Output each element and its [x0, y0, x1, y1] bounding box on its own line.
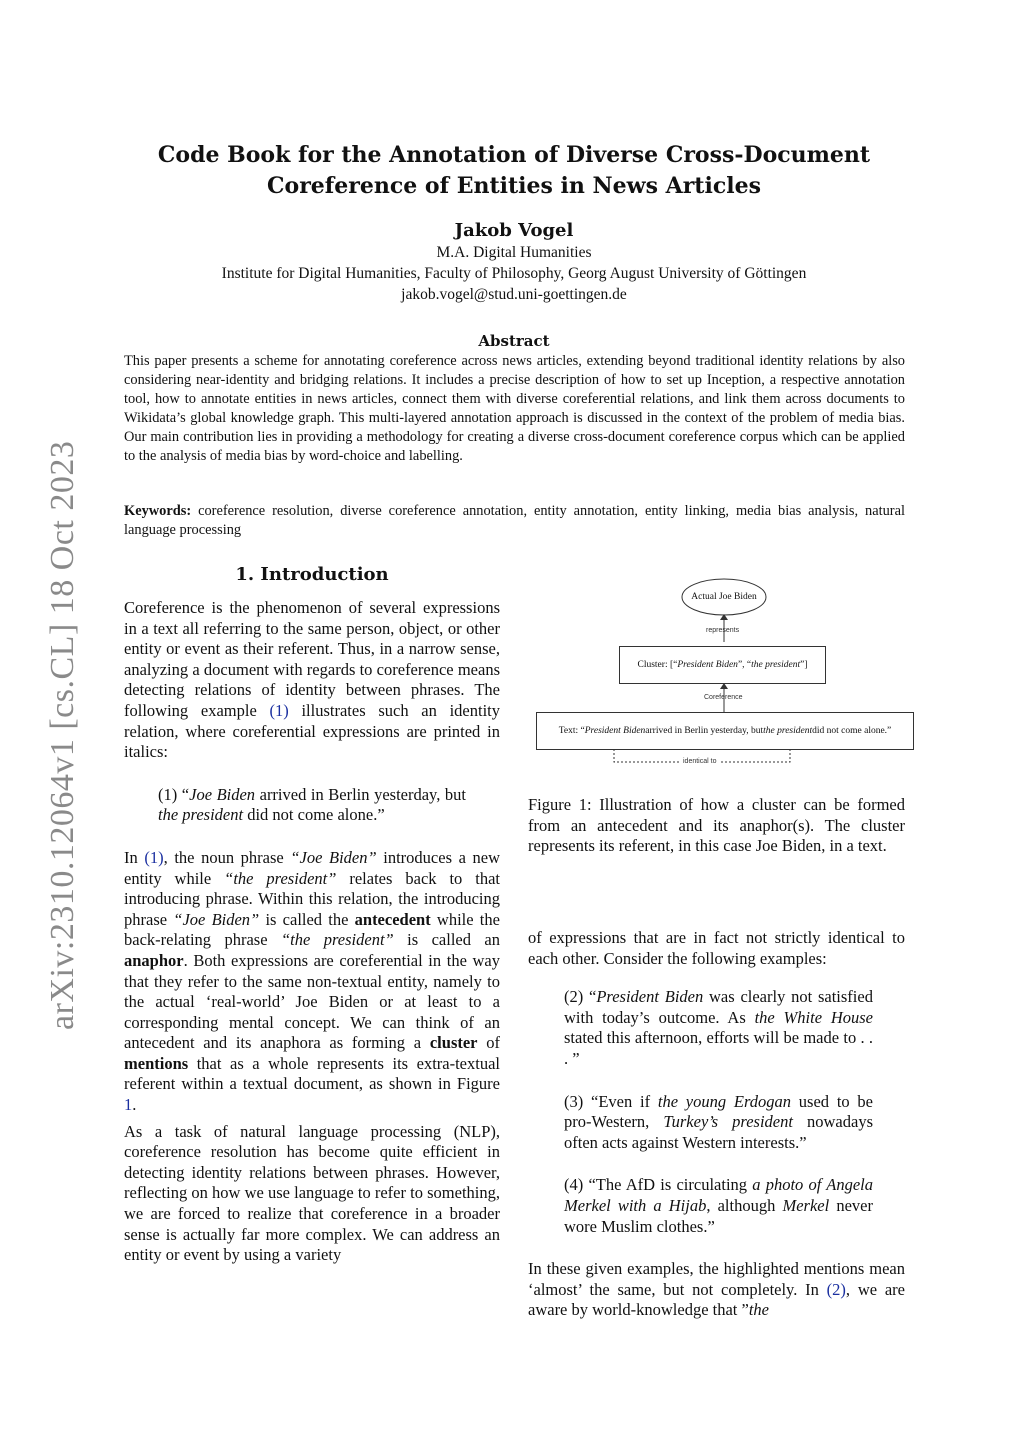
author-institution: Institute for Digital Humanities, Faculty of Philosophy, Georg August University of Göttingen [221, 265, 807, 282]
author-email[interactable]: jakob.vogel@stud.uni-goettingen.de [401, 286, 627, 303]
figure-1-diagram [528, 570, 916, 770]
author-degree: M.A. Digital Humanities [436, 244, 592, 261]
example-2-ref[interactable]: (2) [826, 1279, 846, 1299]
example-1: (1) “Joe Biden arrived in Berlin yesterday, but the president did not come alone.” [158, 784, 466, 825]
abstract-heading: Abstract [478, 332, 550, 350]
left-column [124, 598, 500, 1266]
keywords-label: Keywords: [124, 503, 192, 519]
title-line-2: Coreference of Entities in News Articles [267, 173, 761, 199]
example-4: (4) “The AfD is circulating a photo of Angela Merkel with a Hijab, although Merkel never wore Muslim clothes.” [564, 1175, 873, 1236]
author-name: Jakob Vogel [454, 220, 574, 241]
section-heading-introduction: 1. Introduction [235, 564, 389, 585]
example-3: (3) “Even if the young Erdogan used to be pro-Western, Turkey’s president nowadays often acts against Western interests.” [564, 1091, 874, 1152]
example-2: (2) “President Biden was clearly not satisfied with today’s outcome. As the White House stated this afternoon, efforts will be made to . . . ” [564, 987, 873, 1068]
intro-paragraph-1: Coreference is the phenomenon of several expressions in a text all referring to the same person, object, or other entity or event as their referent. Thus, in a narrow sense, analyzing a document with regards to coreference means detecting relations of identity between phrases. The following example (1) illustrates such an identity relation, where coreferential expressions are printed in italics: [124, 598, 501, 762]
intro-paragraph-2: In (1), the noun phrase “Joe Biden” introduces a new entity while “the president” relates back to that introducing phrase. Within this relation, the introducing phrase “Joe Biden” is called the antecedent while the back-relating phrase “the president” is called an anaphor. Both expressions are coreferential in the way that they refer to the same non-textual entity, namely to the actual ‘real-world’ Joe Biden or at least to a corresponding mental concept. We can think of an antecedent and its anaphora as forming a cluster of mentions that as a whole represents its extra-textual referent within a textual document, as shown in Figure 1. [124, 847, 501, 1115]
text-box: Text: “ President Biden arrived in Berlin yesterday, but the president did not come alone.” [536, 712, 914, 750]
arxiv-identifier: arXiv:2310.12064v1 [cs.CL] 18 Oct 2023 [44, 440, 81, 1030]
title-line-1: Code Book for the Annotation of Diverse Cross-Document [157, 142, 871, 168]
figure-1-ref[interactable]: 1 [124, 1095, 133, 1115]
right-column [528, 928, 905, 1321]
paper-title [110, 140, 918, 202]
represents-label: represents [706, 627, 740, 634]
right-paragraph-2: In these given examples, the highlighted mentions mean ‘almost’ the same, but not completely. In (2), we are aware by world-knowledge that ”the [528, 1259, 905, 1320]
referent-label: Actual Joe Biden [691, 592, 757, 602]
identical-to-label: identical to [680, 758, 719, 765]
cluster-box: Cluster: [“ President Biden ”, “ the president ”] [619, 646, 826, 684]
keywords-text: coreference resolution, diverse coreference annotation, entity annotation, entity linking, media bias analysis, natural language processing [124, 503, 905, 538]
intro-paragraph-3: As a task of natural language processing (NLP), coreference resolution has become quite efficient in detecting identity relations between phrases. However, reflecting on how we use language to refer to something, we are forced to realize that coreference in a broader sense is actually far more complex. We can address an entity or event by using a variety [124, 1121, 500, 1265]
figure-caption: Figure 1: Illustration of how a cluster can be formed from an antecedent and its anaphor(s). The cluster represents its referent, in this case Joe Biden, in a text. [528, 795, 905, 856]
coreference-label: Coreference [704, 694, 743, 701]
example-1-ref[interactable]: (1) [269, 700, 289, 720]
abstract-text: This paper presents a scheme for annotating coreference across news articles, extending beyond traditional identity relations by also considering near-identity and bridging relations. It includes a precise description of how to set up Inception, a respective annotation tool, how to annotate entities in news articles, connect them with diverse coreferential relations, and link them across documents to Wikidata’s global knowledge graph. This multi-layered annotation approach is discussed in the context of the problem of media bias. Our main contribution lies in providing a methodology for creating a diverse cross-document coreference corpus which can be applied to the analysis of media bias by word-choice and labelling. [124, 353, 905, 464]
keywords [124, 502, 905, 540]
right-paragraph-1: of expressions that are in fact not strictly identical to each other. Consider the following examples: [528, 928, 905, 968]
example-1-ref[interactable]: (1) [144, 847, 164, 867]
